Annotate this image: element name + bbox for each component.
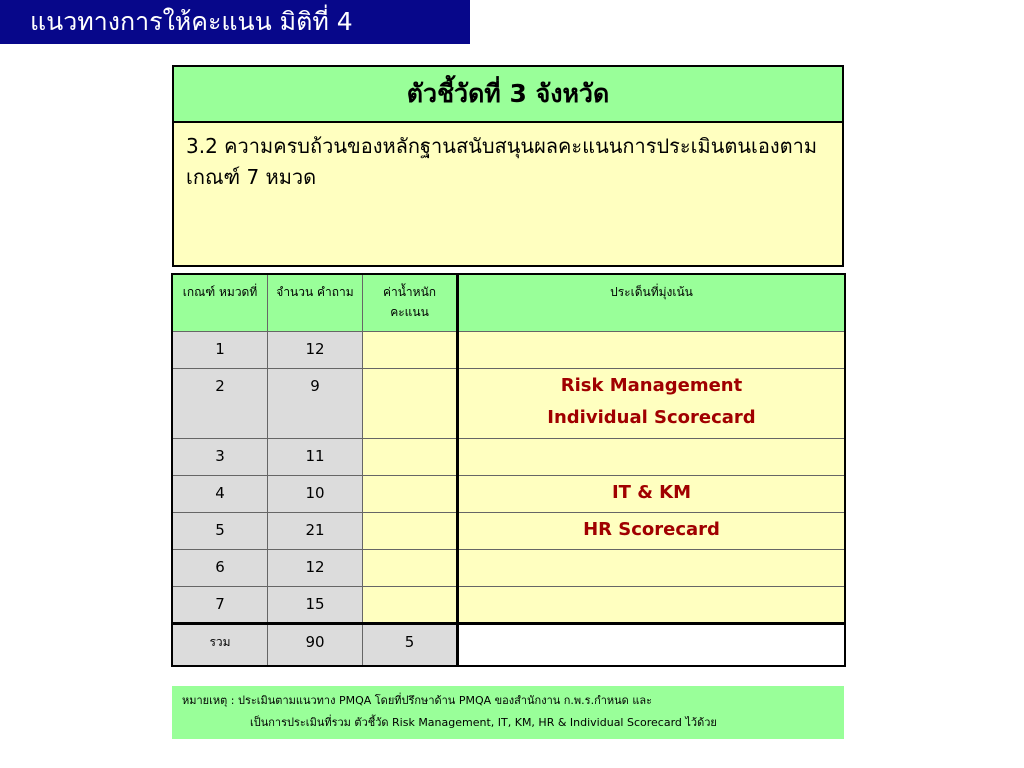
footnote-line-2: เป็นการประเมินที่รวม ตัวชี้วัด Risk Management, IT, KM, HR & Individual Scorecard ไว้ด้วย — [250, 716, 717, 729]
table-row — [173, 369, 845, 439]
total-label: รวม — [173, 624, 268, 666]
cell-weight — [363, 332, 458, 369]
indicator-panel — [172, 65, 844, 267]
cell-category: 1 — [173, 332, 268, 369]
table-row — [173, 332, 845, 369]
cell-weight — [363, 476, 458, 513]
header-category: เกณฑ์ หมวดที่ — [173, 275, 268, 332]
table-row — [173, 513, 845, 550]
cell-weight — [363, 550, 458, 587]
focus-individual-scorecard: Individual Scorecard — [547, 407, 756, 428]
cell-weight — [363, 513, 458, 550]
table-row — [173, 550, 845, 587]
table-row — [173, 587, 845, 624]
cell-weight — [363, 369, 458, 439]
table-row — [173, 439, 845, 476]
cell-focus: HR Scorecard — [458, 513, 845, 550]
total-weight: 5 — [363, 624, 458, 666]
cell-questions: 12 — [268, 550, 363, 587]
cell-weight — [363, 439, 458, 476]
table-header-row — [173, 275, 845, 332]
focus-risk-management: Risk Management — [560, 375, 743, 396]
cell-questions: 12 — [268, 332, 363, 369]
header-focus: ประเด็นที่มุ่งเน้น — [458, 275, 845, 332]
cell-focus: IT & KM — [458, 476, 845, 513]
cell-focus — [458, 369, 845, 439]
cell-category: 5 — [173, 513, 268, 550]
cell-focus — [458, 439, 845, 476]
cell-questions: 21 — [268, 513, 363, 550]
table-row — [173, 476, 845, 513]
cell-focus — [458, 550, 845, 587]
cell-category: 3 — [173, 439, 268, 476]
slide-title: แนวทางการให้คะแนน มิติที่ 4 — [0, 0, 470, 44]
cell-questions: 15 — [268, 587, 363, 624]
cell-weight — [363, 587, 458, 624]
cell-category: 4 — [173, 476, 268, 513]
footnote — [172, 686, 844, 739]
footnote-line-1: หมายเหตุ : ประเมินตามแนวทาง PMQA โดยที่ปรึกษาด้าน PMQA ของสำนักงาน ก.พ.ร.กำหนด และ — [182, 694, 653, 707]
cell-questions: 10 — [268, 476, 363, 513]
indicator-heading: ตัวชี้วัดที่ 3 จังหวัด — [174, 67, 842, 123]
cell-category: 6 — [173, 550, 268, 587]
cell-focus — [458, 332, 845, 369]
total-questions: 90 — [268, 624, 363, 666]
cell-category: 7 — [173, 587, 268, 624]
cell-focus — [458, 587, 845, 624]
cell-category: 2 — [173, 369, 268, 439]
criteria-table — [172, 274, 845, 666]
indicator-description: 3.2 ความครบถ้วนของหลักฐานสนับสนุนผลคะแนนการประเมินตนเองตามเกณฑ์ 7 หมวด — [186, 134, 818, 189]
cell-questions: 11 — [268, 439, 363, 476]
header-weight: ค่าน้ำหนัก คะแนน — [363, 275, 458, 332]
total-focus — [458, 624, 845, 666]
cell-questions: 9 — [268, 369, 363, 439]
total-row — [173, 624, 845, 666]
header-questions: จำนวน คำถาม — [268, 275, 363, 332]
